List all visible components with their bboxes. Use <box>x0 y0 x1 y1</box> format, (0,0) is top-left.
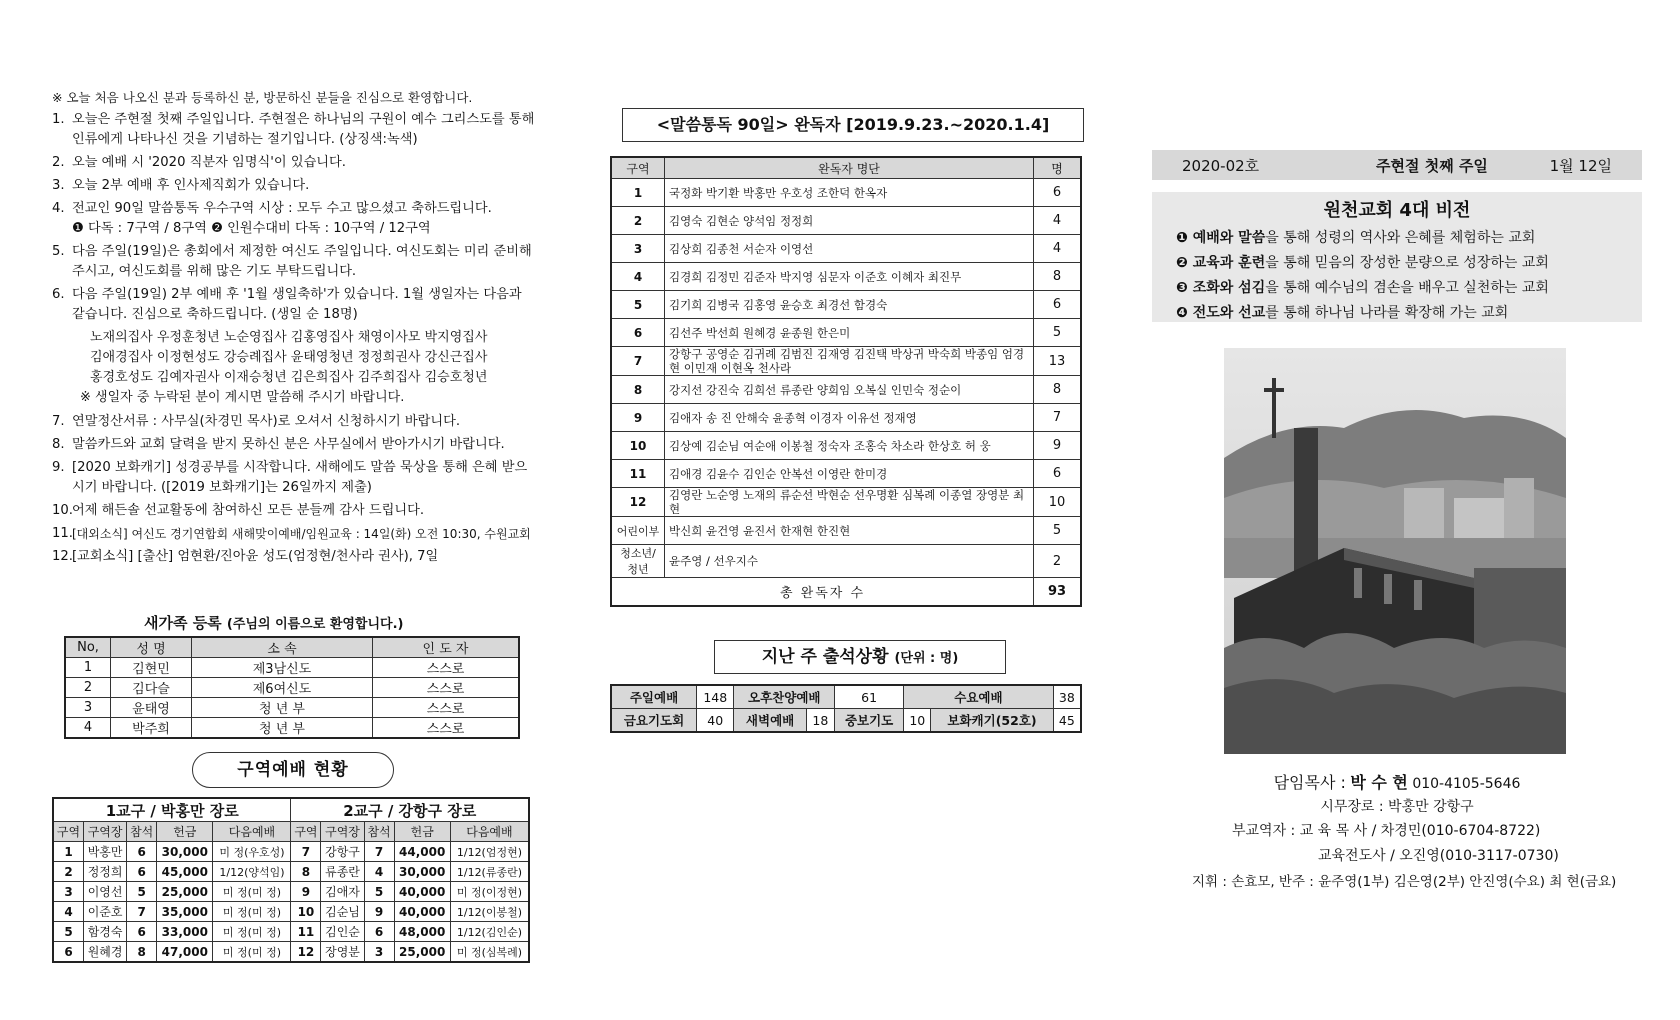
table-cell: 윤태영 <box>111 698 192 718</box>
notice-text: 어제 해든솔 선교활동에 참여하신 모든 분들께 감사 드립니다. <box>72 503 425 518</box>
table-cell: 미 정(이정현) <box>450 882 529 902</box>
pastor-label: 담임목사 : <box>1273 773 1346 792</box>
table-cell: 5 <box>364 882 394 902</box>
notice-list <box>52 110 537 570</box>
names-cell: 김영숙 김현순 양석임 정정희 <box>665 207 1034 235</box>
table-cell: 제6여신도 <box>192 678 373 698</box>
pastor-line <box>1152 770 1642 793</box>
vision-text: 을 통해 성령의 역사와 은혜를 체험하는 교회 <box>1265 230 1536 246</box>
names-cell: 강항구 공영순 김귀례 김범진 김재영 김진택 박상귀 박숙희 박종임 엄경현 이민재 이현옥 천사라 <box>665 347 1034 376</box>
birthday-note: ※ 생일자 중 누락된 분이 계시면 말씀해 주시기 바랍니다. <box>80 390 405 405</box>
column-header: 헌금 <box>394 822 450 842</box>
notice-item <box>52 199 537 239</box>
notice-text: [2020 보화캐기] 성경공부를 시작합니다. 새해에도 말씀 묵상을 통해 은혜 받으시기 바랍니다. ([2019 보화캐기]는 26일까지 제출) <box>72 460 528 495</box>
zone-cell: 1 <box>611 179 665 207</box>
table-cell: 미 정(미 정) <box>213 882 291 902</box>
attendance-unit: (단위 : 명) <box>894 651 959 666</box>
count-cell: 8 <box>1034 376 1082 404</box>
notice-number: 6. <box>52 287 65 302</box>
count-cell: 8 <box>1034 263 1082 291</box>
table-cell: 33,000 <box>157 922 213 942</box>
count-cell: 6 <box>1034 291 1082 319</box>
table-row <box>611 517 1081 545</box>
total-count: 93 <box>1034 578 1082 607</box>
table-row <box>611 404 1081 432</box>
district-2-header: 2교구 / 강항구 장로 <box>291 798 529 822</box>
notice-item <box>52 110 537 150</box>
table-cell: 1 <box>65 658 111 678</box>
vision-text: 을 통해 믿음의 장성한 분량으로 성장하는 교회 <box>1265 255 1549 271</box>
table-cell: 청 년 부 <box>192 698 373 718</box>
attendance-value: 18 <box>806 709 834 733</box>
attendance-label: 새벽예배 <box>734 709 806 733</box>
table-cell: 1/12(양석임) <box>213 862 291 882</box>
count-cell: 5 <box>1034 517 1082 545</box>
count-cell: 9 <box>1034 432 1082 460</box>
count-cell: 7 <box>1034 404 1082 432</box>
zone-cell: 4 <box>611 263 665 291</box>
vision-keyword: 교육과 훈련 <box>1187 255 1266 271</box>
birthday-line: 김애경집사 이정현성도 강승례집사 윤태영청년 정정희권사 강신근집사 <box>90 350 488 365</box>
table-cell: 함경숙 <box>84 922 127 942</box>
reading-completers-table <box>610 156 1082 607</box>
notice-item <box>52 458 537 498</box>
table-cell: 박주희 <box>111 718 192 739</box>
table-row <box>53 942 529 963</box>
table-row <box>611 179 1081 207</box>
table-cell: 김애자 <box>321 882 364 902</box>
vision-number-icon: ❷ <box>1176 255 1188 271</box>
zone-cell: 어린이부 <box>611 517 665 545</box>
notice-text: 다음 주일(19일) 2부 예배 후 '1월 생일축하'가 있습니다. 1월 생일자는 다음과 같습니다. 진심으로 축하드립니다. (생일 순 18명) <box>72 287 522 322</box>
table-cell: 3 <box>364 942 394 963</box>
zone-worship-title: 구역예배 현황 <box>192 752 394 788</box>
notice-text: 다음 주일(19일)은 총회에서 제정한 여신도 주일입니다. 여신도회는 미리 준비해 주시고, 여신도회를 위해 많은 기도 부탁드립니다. <box>72 244 532 279</box>
registration-subtitle: (주님의 이름으로 환영합니다.) <box>226 617 404 632</box>
vision-keyword: 예배와 말씀 <box>1187 230 1266 246</box>
table-row <box>611 347 1081 376</box>
column-header: 소 속 <box>192 637 373 658</box>
zone-cell: 8 <box>611 376 665 404</box>
table-cell: 1/12(김인순) <box>450 922 529 942</box>
attendance-table <box>610 684 1082 733</box>
zone-cell: 3 <box>611 235 665 263</box>
attendance-value: 45 <box>1053 709 1081 733</box>
table-cell: 7 <box>127 902 157 922</box>
table-cell: 47,000 <box>157 942 213 963</box>
names-cell: 박신희 윤건영 윤진서 한재현 한진현 <box>665 517 1034 545</box>
registration-rows <box>65 658 519 739</box>
table-row <box>611 263 1081 291</box>
attendance-title <box>714 640 1006 674</box>
column-header: 구역장 <box>321 822 364 842</box>
table-cell: 6 <box>127 922 157 942</box>
table-cell: 1/12(엄정현) <box>450 842 529 862</box>
zone-cell: 청소년/청년 <box>611 545 665 578</box>
column-header: 참석 <box>127 822 157 842</box>
vision-item <box>1152 276 1642 301</box>
pastor-name: 박 수 현 <box>1350 773 1408 792</box>
notice-item <box>52 176 537 196</box>
vision-keyword: 조화와 섬김 <box>1187 280 1266 296</box>
zone-cell: 11 <box>611 460 665 488</box>
notice-item <box>52 547 537 567</box>
notice-text: 오늘 예배 시 '2020 직분자 임명식'이 있습니다. <box>72 155 346 170</box>
vision-keyword: 전도와 선교 <box>1187 305 1266 321</box>
notice-item <box>52 524 537 544</box>
table-cell: 3 <box>53 882 84 902</box>
vision-text: 를 통해 하나님 나라를 확장해 가는 교회 <box>1265 305 1509 321</box>
notice-text: [대외소식] 여신도 경기연합회 새해맞이예배/임원교육 : 14일(화) 오전 10:30, 수원교회 <box>72 527 531 541</box>
notice-item <box>52 242 537 282</box>
table-cell: 박홍만 <box>84 842 127 862</box>
table-cell: 미 정(심복례) <box>450 942 529 963</box>
notice-number: 12. <box>52 549 73 564</box>
count-cell: 4 <box>1034 207 1082 235</box>
names-cell: 국정화 박기환 박홍만 우호성 조한덕 한옥자 <box>665 179 1034 207</box>
attendance-value: 10 <box>904 709 931 733</box>
attendance-value: 148 <box>697 685 734 709</box>
notice-text: [교회소식] [출산] 엄현환/진아윤 성도(엄정현/천사라 권사), 7일 <box>72 549 439 564</box>
award-detail: ❶ 다독 : 7구역 / 8구역 ❷ 인원수대비 다독 : 10구역 / 12구역 <box>72 221 431 236</box>
vision-box <box>1152 192 1642 322</box>
notice-number: 7. <box>52 414 65 429</box>
birthday-line: 홍경호성도 김예자권사 이재승청년 김은희집사 김주희집사 김승호청년 <box>90 370 488 385</box>
column-header: 구역 <box>53 822 84 842</box>
birthday-line: 노재의집사 우정훈청년 노순영집사 김홍영집사 채영이사모 박지영집사 <box>90 330 488 345</box>
table-header-row <box>611 157 1081 179</box>
table-cell: 2 <box>65 678 111 698</box>
table-cell: 스스로 <box>373 678 520 698</box>
table-cell: 25,000 <box>157 882 213 902</box>
issue-number: 2020-02호 <box>1182 156 1260 175</box>
count-cell: 5 <box>1034 319 1082 347</box>
table-cell: 정정희 <box>84 862 127 882</box>
table-row <box>611 376 1081 404</box>
table-cell: 김인순 <box>321 922 364 942</box>
table-row <box>611 545 1081 578</box>
notice-item <box>52 501 537 521</box>
column-header: 구역장 <box>84 822 127 842</box>
attendance-heading: 지난 주 출석상황 <box>761 647 889 667</box>
notice-number: 1. <box>52 112 65 127</box>
table-cell: 미 정(우호성) <box>213 842 291 862</box>
district-1-header: 1교구 / 박홍만 장로 <box>53 798 291 822</box>
table-cell: 이준호 <box>84 902 127 922</box>
notice-item <box>52 435 537 455</box>
notice-text: 말씀카드와 교회 달력을 받지 못하신 분은 사무실에서 받아가시기 바랍니다. <box>72 437 505 452</box>
table-row <box>611 291 1081 319</box>
names-cell: 김상희 김종천 서순자 이영선 <box>665 235 1034 263</box>
attendance-label: 금요기도회 <box>611 709 697 733</box>
attendance-value: 38 <box>1053 685 1081 709</box>
zone-cell: 10 <box>611 432 665 460</box>
table-row <box>65 718 519 739</box>
count-cell: 2 <box>1034 545 1082 578</box>
names-cell: 김애자 송 진 안해숙 윤종혁 이경자 이유선 정재영 <box>665 404 1034 432</box>
table-cell: 35,000 <box>157 902 213 922</box>
names-cell: 강지선 강진숙 김희선 류종란 양희임 오복실 인민숙 정순이 <box>665 376 1034 404</box>
table-row <box>53 882 529 902</box>
associate-pastor-line: 부교역자 : 교 육 목 사 / 차경민(010-6704-8722) <box>1232 823 1541 839</box>
column-header: 성 명 <box>111 637 192 658</box>
vision-item <box>1152 226 1642 251</box>
table-cell: 25,000 <box>394 942 450 963</box>
table-cell: 미 정(미 정) <box>213 942 291 963</box>
table-header-row <box>65 637 519 658</box>
table-cell: 제3남신도 <box>192 658 373 678</box>
count-cell: 10 <box>1034 488 1082 517</box>
table-cell: 이영선 <box>84 882 127 902</box>
table-row <box>611 319 1081 347</box>
vision-number-icon: ❶ <box>1176 230 1188 246</box>
column-header: 구역 <box>291 822 321 842</box>
table-row <box>53 862 529 882</box>
table-cell: 45,000 <box>157 862 213 882</box>
table-cell: 장영분 <box>321 942 364 963</box>
church-photo <box>1224 348 1566 754</box>
table-row <box>65 678 519 698</box>
table-row <box>611 432 1081 460</box>
table-cell: 1/12(류종란) <box>450 862 529 882</box>
reading-rows <box>611 179 1081 578</box>
count-cell: 13 <box>1034 347 1082 376</box>
table-cell: 6 <box>127 842 157 862</box>
table-row <box>53 842 529 862</box>
table-cell: 1 <box>53 842 84 862</box>
table-cell: 1/12(이봉철) <box>450 902 529 922</box>
column-header: No, <box>65 637 111 658</box>
table-row <box>611 207 1081 235</box>
registration-table <box>64 636 520 739</box>
notice-text: 오늘은 주현절 첫째 주일입니다. 주현절은 하나님의 구원이 예수 그리스도를 통해 인류에게 나타나신 것을 기념하는 절기입니다. (상징색:녹색) <box>72 112 535 147</box>
table-cell: 5 <box>53 922 84 942</box>
notice-number: 10. <box>52 503 73 518</box>
notice-number: 11. <box>52 526 73 541</box>
attendance-row <box>611 709 1081 733</box>
table-row <box>65 698 519 718</box>
zone-worship-table <box>52 797 530 963</box>
notice-text: 오늘 2부 예배 후 인사제직회가 있습니다. <box>72 178 310 193</box>
table-cell: 7 <box>364 842 394 862</box>
attendance-label: 수요예배 <box>904 685 1053 709</box>
column-header: 완독자 명단 <box>665 157 1034 179</box>
names-cell: 윤주영 / 선우지수 <box>665 545 1034 578</box>
column-header: 참석 <box>364 822 394 842</box>
week-title: 주현절 첫째 주일 <box>1376 156 1488 175</box>
table-cell: 류종란 <box>321 862 364 882</box>
table-cell: 스스로 <box>373 718 520 739</box>
table-cell: 5 <box>127 882 157 902</box>
table-cell: 미 정(미 정) <box>213 922 291 942</box>
vision-number-icon: ❸ <box>1176 280 1188 296</box>
bulletin-date: 1월 12일 <box>1549 156 1612 175</box>
column-header: 명 <box>1034 157 1082 179</box>
attendance-value: 61 <box>835 685 904 709</box>
table-cell: 김다슬 <box>111 678 192 698</box>
names-cell: 김경희 김정민 김준자 박지영 심문자 이준호 이혜자 최진무 <box>665 263 1034 291</box>
vision-list <box>1152 226 1642 326</box>
welcome-text: ※ 오늘 처음 나오신 분과 등록하신 분, 방문하신 분들을 진심으로 환영합니다. <box>52 90 473 105</box>
zone-cell: 6 <box>611 319 665 347</box>
table-cell: 9 <box>291 882 321 902</box>
names-cell: 김상예 김순님 여순애 이봉철 정숙자 조홍숙 차소라 한상호 허 웅 <box>665 432 1034 460</box>
table-cell: 3 <box>65 698 111 718</box>
names-cell: 김선주 박선희 원혜경 윤종원 한은미 <box>665 319 1034 347</box>
column-header: 다음예배 <box>450 822 529 842</box>
table-cell: 스스로 <box>373 698 520 718</box>
vision-item <box>1152 301 1642 326</box>
names-cell: 김영란 노순영 노재의 류순선 박현순 선우명환 심복례 이종열 장영분 최 현 <box>665 488 1034 517</box>
table-cell: 6 <box>127 862 157 882</box>
notice-number: 3. <box>52 178 65 193</box>
notice-item <box>52 153 537 173</box>
names-cell: 김기희 김병국 김홍영 윤승호 최경선 함경숙 <box>665 291 1034 319</box>
attendance-row <box>611 685 1081 709</box>
table-cell: 6 <box>53 942 84 963</box>
notice-text: 전교인 90일 말씀통독 우수구역 시상 : 모두 수고 많으셨고 축하드립니다. <box>72 201 492 216</box>
table-cell: 8 <box>127 942 157 963</box>
table-cell: 30,000 <box>394 862 450 882</box>
table-row <box>611 460 1081 488</box>
attendance-label: 오후찬양예배 <box>734 685 835 709</box>
notice-item <box>52 412 537 432</box>
table-cell: 스스로 <box>373 658 520 678</box>
notice-number: 4. <box>52 201 65 216</box>
table-row <box>611 235 1081 263</box>
table-cell: 강항구 <box>321 842 364 862</box>
table-cell: 40,000 <box>394 882 450 902</box>
table-row <box>53 922 529 942</box>
column-header: 헌금 <box>157 822 213 842</box>
table-cell: 미 정(미 정) <box>213 902 291 922</box>
notice-number: 2. <box>52 155 65 170</box>
table-row <box>65 658 519 678</box>
column-header: 구역 <box>611 157 665 179</box>
table-cell: 48,000 <box>394 922 450 942</box>
district-header-row <box>53 798 529 822</box>
zone-cell: 7 <box>611 347 665 376</box>
pastor-phone: 010-4105-5646 <box>1412 776 1521 792</box>
table-cell: 원혜경 <box>84 942 127 963</box>
music-staff-line: 지휘 : 손효모, 반주 : 윤주영(1부) 김은영(2부) 안진영(수요) 최 현(금요) <box>1192 874 1617 890</box>
table-cell: 8 <box>291 862 321 882</box>
notice-number: 5. <box>52 244 65 259</box>
notice-item <box>52 285 537 325</box>
registration-title <box>144 612 404 633</box>
table-cell: 30,000 <box>157 842 213 862</box>
attendance-label: 주일예배 <box>611 685 697 709</box>
table-cell: 7 <box>291 842 321 862</box>
total-row <box>611 578 1081 607</box>
table-cell: 4 <box>364 862 394 882</box>
vision-item <box>1152 251 1642 276</box>
notice-number: 8. <box>52 437 65 452</box>
evangelist-line: 교육전도사 / 오진영(010-3117-0730) <box>1318 848 1559 864</box>
table-cell: 2 <box>53 862 84 882</box>
attendance-label: 보화캐기(52호) <box>931 709 1053 733</box>
table-row <box>611 488 1081 517</box>
table-cell: 청 년 부 <box>192 718 373 739</box>
attendance-value: 40 <box>697 709 734 733</box>
reading-title: <말씀통독 90일> 완독자 [2019.9.23.~2020.1.4] <box>622 108 1084 142</box>
table-cell: 44,000 <box>394 842 450 862</box>
zone-cell: 5 <box>611 291 665 319</box>
notice-text: 연말정산서류 : 사무실(차경민 목사)로 오셔서 신청하시기 바랍니다. <box>72 414 461 429</box>
column-header: 다음예배 <box>213 822 291 842</box>
table-cell: 10 <box>291 902 321 922</box>
bulletin-header <box>1152 150 1642 180</box>
zone-cell: 9 <box>611 404 665 432</box>
zone-rows <box>53 842 529 963</box>
total-label: 총 완독자 수 <box>611 578 1034 607</box>
vision-number-icon: ❹ <box>1176 305 1188 321</box>
registration-heading: 새가족 등록 <box>144 614 222 632</box>
table-cell: 6 <box>364 922 394 942</box>
elders-line: 시무장로 : 박홍만 강항구 <box>1320 799 1474 815</box>
table-cell: 김현민 <box>111 658 192 678</box>
table-row <box>53 902 529 922</box>
table-cell: 12 <box>291 942 321 963</box>
vision-text: 을 통해 예수님의 겸손을 배우고 실천하는 교회 <box>1265 280 1549 296</box>
table-header-row <box>53 822 529 842</box>
count-cell: 6 <box>1034 460 1082 488</box>
table-cell: 40,000 <box>394 902 450 922</box>
table-cell: 11 <box>291 922 321 942</box>
count-cell: 6 <box>1034 179 1082 207</box>
zone-cell: 12 <box>611 488 665 517</box>
table-cell: 김순님 <box>321 902 364 922</box>
names-cell: 김애경 김윤수 김인순 안복선 이영란 한미경 <box>665 460 1034 488</box>
table-cell: 4 <box>53 902 84 922</box>
notice-number: 9. <box>52 460 65 475</box>
zone-cell: 2 <box>611 207 665 235</box>
attendance-label: 중보기도 <box>835 709 904 733</box>
count-cell: 4 <box>1034 235 1082 263</box>
table-cell: 4 <box>65 718 111 739</box>
vision-title: 원천교회 4대 비전 <box>1323 200 1471 221</box>
column-header: 인 도 자 <box>373 637 520 658</box>
table-cell: 9 <box>364 902 394 922</box>
